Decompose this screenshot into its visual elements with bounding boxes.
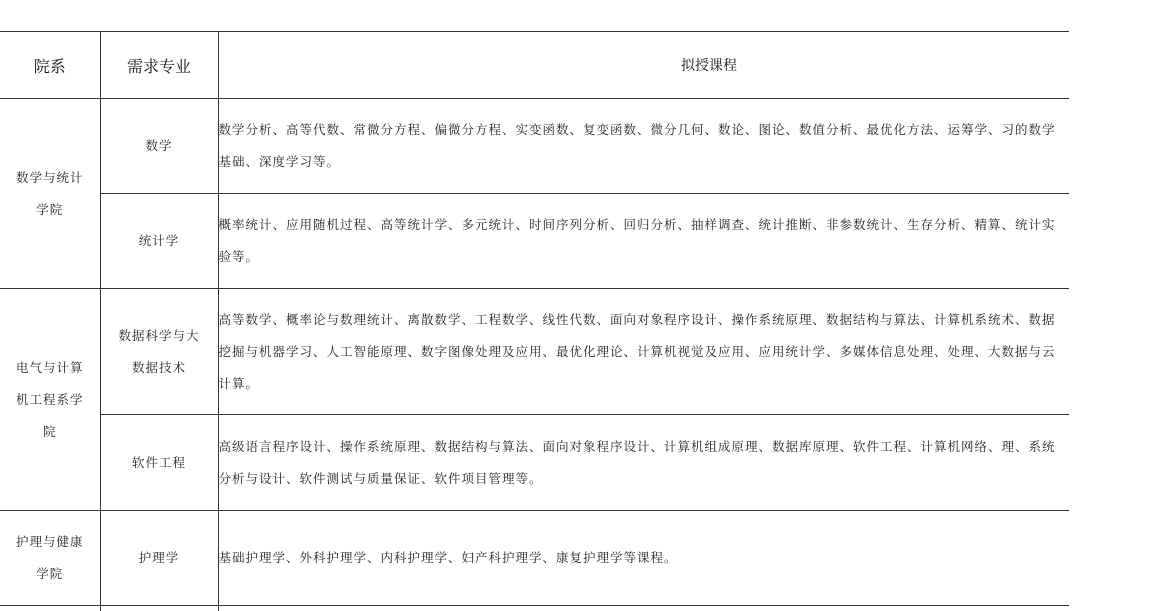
dept-cell [0,289,100,511]
course-table [0,31,1069,611]
courses-cell [218,99,1069,194]
table-row [0,99,1069,194]
major-label: 数据科学与大数据技术 [118,327,200,375]
courses-cell [218,511,1069,606]
header-major: 需求专业 [100,32,218,99]
table-row [0,415,1069,511]
major-cell [100,606,218,611]
major-label: 统计学 [138,233,180,248]
dept-cell [0,99,100,289]
dept-label: 数学与统计学院 [15,169,84,217]
major-label: 软件工程 [131,454,186,470]
dept-cell [0,511,100,606]
header-dept: 院系 [0,32,100,99]
table-row [0,511,1069,606]
courses-text: 数学分析、高等代数、常微分方程、偏微分方程、实变函数、复变函数、微分几何、数论、图论、数值分析、最优化方法、运筹学、习的数学基础、深度学习等。 [218,122,1056,169]
courses-cell [218,194,1069,289]
header-courses-label: 拟授课程 [681,58,737,74]
courses-text: 高级语言程序设计、操作系统原理、数据结构与算法、面向对象程序设计、计算机组成原理、数据库原理、软件工程、计算机网络、理、系统分析与设计、软件测试与质量保证、软件项目管理等。 [218,438,1056,486]
dept-cell [0,606,100,611]
major-label: 数学 [145,138,173,153]
table-row [0,194,1069,289]
courses-text: 高等数学、概率论与数理统计、离散数学、工程数学、线性代数、面向对象程序设计、操作系统原理、数据结构与算法、计算机系统术、数据挖掘与机器学习、人工智能原理、数字图像处理及应用、最优化理论、计算机视觉及应用、应用统计学、多媒体信息处理、处理、大数据与云计算。 [218,311,1056,391]
major-cell [100,99,218,194]
courses-text: 基础护理学、外科护理学、内科护理学、妇产科护理学、康复护理学等课程。 [218,550,678,565]
major-label: 护理学 [138,550,180,565]
major-cell [100,511,218,606]
table-row [0,606,1069,611]
major-cell [100,194,218,289]
major-cell [100,415,218,511]
dept-label: 护理与健康学院 [15,534,84,581]
courses-cell [218,289,1069,415]
table-row [0,289,1069,415]
table-header-row [0,32,1069,99]
dept-label: 电气与计算机工程系学院 [15,359,84,439]
header-courses [218,32,1069,99]
courses-cell [218,415,1069,511]
courses-cell [218,606,1069,611]
courses-text: 概率统计、应用随机过程、高等统计学、多元统计、时间序列分析、回归分析、抽样调查、统计推断、非参数统计、生存分析、精算、统计实验等。 [218,217,1056,264]
page-gutter [1069,0,1162,611]
major-cell [100,289,218,415]
